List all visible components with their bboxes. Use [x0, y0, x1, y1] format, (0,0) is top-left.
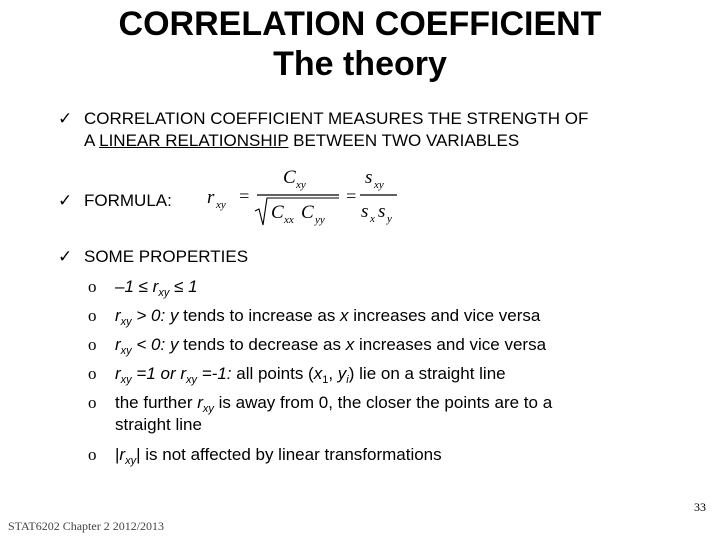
- text-fragment: x: [313, 364, 323, 383]
- circle-bullet: o: [88, 393, 97, 412]
- text-fragment: y: [169, 335, 179, 354]
- formula-c-num-sub: xy: [296, 179, 306, 191]
- bullet-line-2: [84, 130, 704, 152]
- text-fragment: increases and vice versa: [348, 306, 541, 325]
- subscript: xy: [120, 374, 132, 386]
- text-fragment: x: [345, 335, 355, 354]
- text-fragment: the further: [115, 393, 198, 412]
- property-text: [115, 444, 675, 466]
- bullet-text: [84, 108, 704, 152]
- text-fragment: =1 or: [131, 364, 181, 383]
- formula-c2: C: [301, 202, 314, 223]
- property-text: [115, 276, 675, 298]
- formula-s2: s: [378, 201, 386, 222]
- subscript: xy: [125, 455, 137, 467]
- formula-c1-sub: xx: [284, 214, 294, 226]
- text-fragment: r: [119, 445, 126, 464]
- text-fragment: r: [180, 364, 187, 383]
- text-fragment: r: [115, 335, 121, 354]
- formula-c2-sub: yy: [315, 214, 325, 226]
- page-number: 33: [694, 500, 706, 514]
- text-fragment: is not affected by linear transformations: [140, 445, 442, 464]
- formula-s1: s: [361, 201, 369, 222]
- text-fragment: y: [169, 306, 179, 325]
- text-fragment: BETWEEN TWO VARIABLES: [288, 131, 520, 150]
- subscript: 1: [322, 374, 329, 386]
- formula-equals-1: =: [238, 186, 251, 206]
- bullet-label: SOME PROPERTIES: [84, 247, 249, 266]
- property-text: [115, 305, 675, 327]
- correlation-formula: [205, 165, 405, 235]
- formula-s-num-sub: xy: [374, 179, 384, 191]
- text-fragment: is away from 0, the closer the points are to a: [213, 393, 553, 412]
- formula-r-sub: xy: [216, 199, 226, 211]
- formula-r: r: [207, 187, 215, 208]
- property-text: [115, 392, 675, 436]
- property-text: [115, 363, 675, 385]
- text-fragment: r: [115, 364, 121, 383]
- title-line-2: The theory: [273, 45, 447, 83]
- text-fragment: > 0:: [131, 306, 170, 325]
- text-fragment: y: [337, 364, 347, 383]
- text-fragment: tends to decrease as: [178, 335, 346, 354]
- formula-c-num: C: [283, 167, 296, 188]
- text-fragment: r: [197, 393, 203, 412]
- title-line-1: CORRELATION COEFFICIENT: [118, 5, 602, 43]
- property-line-2: straight line: [115, 415, 202, 434]
- bullet-label: FORMULA:: [84, 191, 172, 210]
- text-fragment: r: [115, 306, 121, 325]
- formula-c1: C: [271, 202, 284, 223]
- circle-bullet: o: [88, 306, 97, 325]
- circle-bullet: o: [88, 277, 97, 296]
- property-line-1: [115, 392, 675, 414]
- circle-bullet: o: [88, 445, 97, 464]
- check-icon: ✓: [58, 247, 73, 266]
- text-fragment: |: [115, 445, 120, 464]
- text-fragment: increases and vice versa: [354, 335, 547, 354]
- subscript: xy: [120, 316, 132, 328]
- formula-equals-2: =: [345, 186, 358, 206]
- check-icon: ✓: [58, 109, 73, 128]
- slide-title: [0, 4, 720, 84]
- formula-s1-sub: x: [370, 213, 375, 225]
- text-fragment: ≤ 1: [169, 277, 198, 296]
- slide-footer: STAT6202 Chapter 2 2012/2013: [8, 519, 165, 533]
- text-fragment: |: [136, 445, 141, 464]
- check-icon: ✓: [58, 191, 73, 210]
- subscript: xy: [202, 403, 214, 415]
- subscript: xy: [158, 287, 170, 299]
- text-fragment: =-1:: [197, 364, 232, 383]
- subscript: i: [346, 374, 349, 386]
- text-fragment: < 0:: [131, 335, 170, 354]
- text-fragment: A: [84, 131, 100, 150]
- text-fragment: all points (: [231, 364, 314, 383]
- text-fragment: tends to increase as: [178, 306, 341, 325]
- text-fragment: x: [340, 306, 349, 325]
- text-fragment: ,: [328, 364, 338, 383]
- sqrt-sign: [255, 198, 339, 225]
- bullet-line-1: CORRELATION COEFFICIENT MEASURES THE STRENGTH OF: [84, 109, 589, 128]
- text-fragment: –1 ≤ r: [115, 277, 159, 296]
- circle-bullet: o: [88, 335, 97, 354]
- property-text: [115, 334, 675, 356]
- subscript: xy: [120, 345, 132, 357]
- formula-s-num: s: [365, 167, 373, 188]
- circle-bullet: o: [88, 364, 97, 383]
- underlined-term: LINEAR RELATIONSHIP: [99, 131, 289, 150]
- formula-graphic: [205, 165, 405, 235]
- text-fragment: ) lie on a straight line: [348, 364, 506, 383]
- formula-s2-sub: y: [387, 213, 392, 225]
- subscript: xy: [186, 374, 198, 386]
